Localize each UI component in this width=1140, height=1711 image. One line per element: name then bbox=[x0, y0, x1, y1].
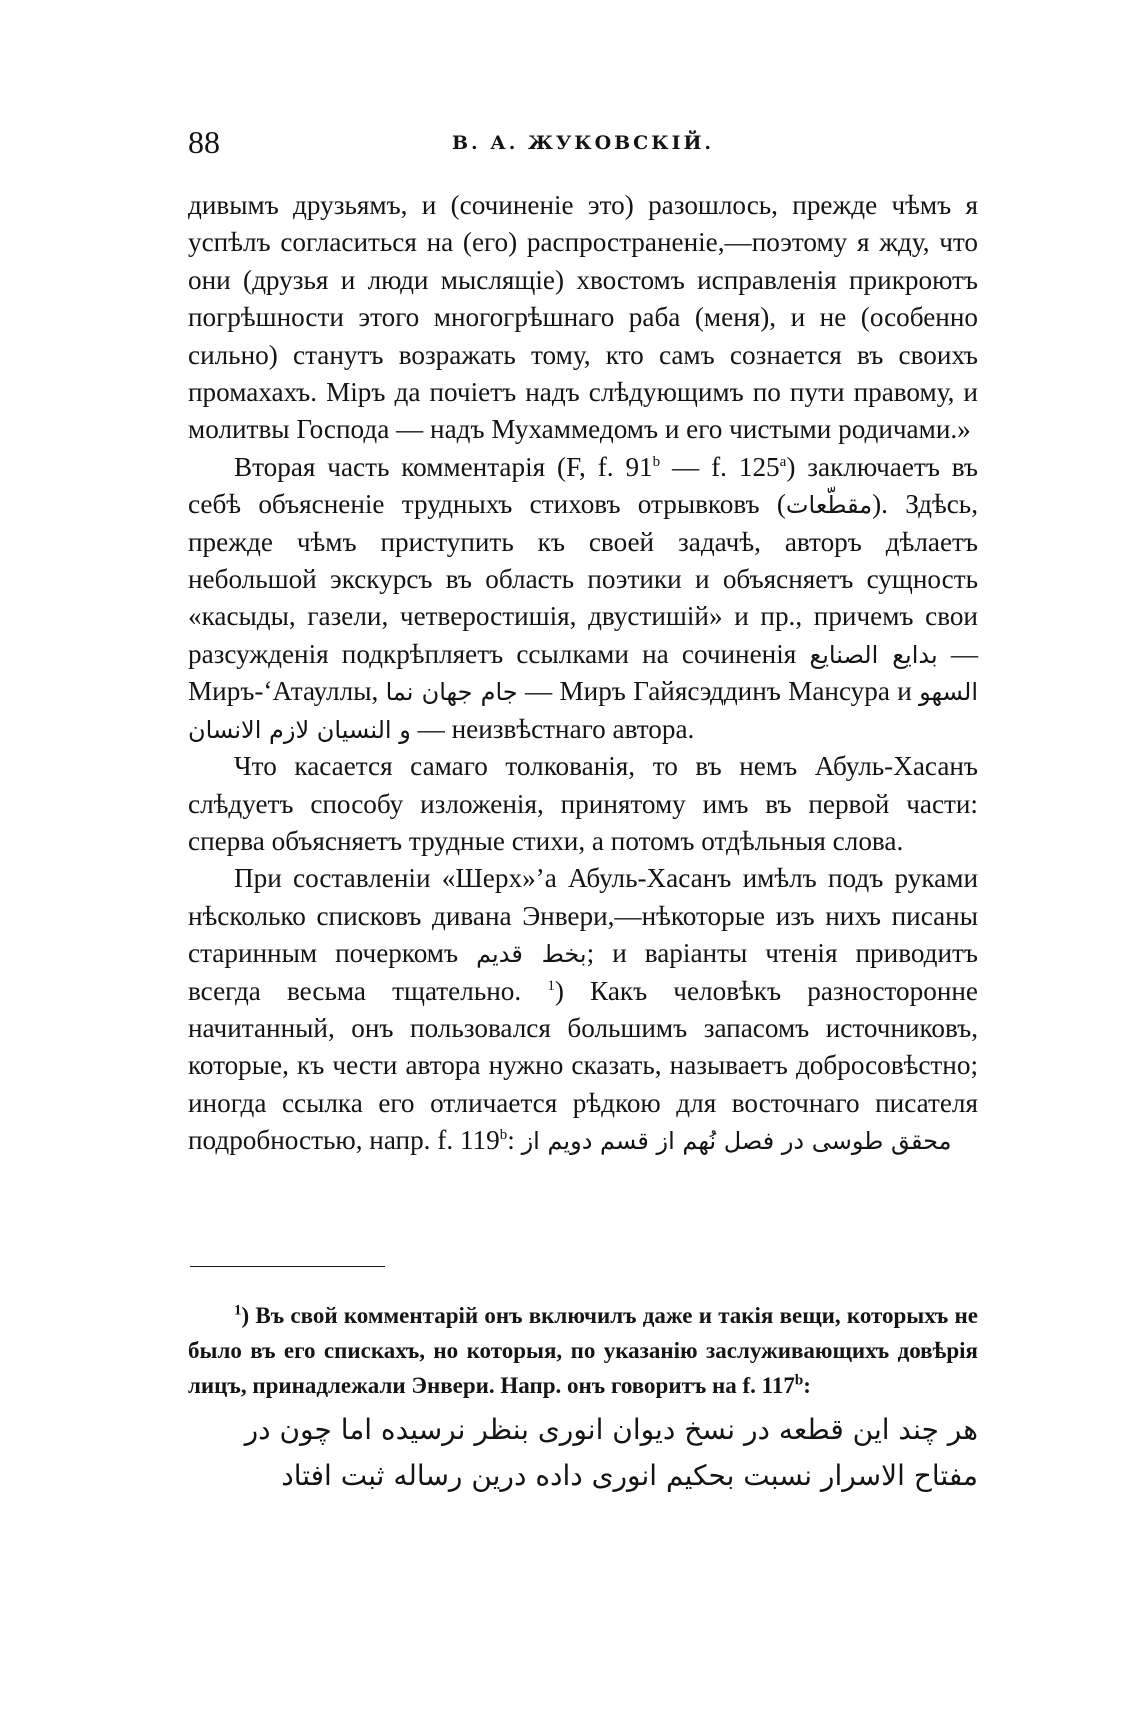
footnote-text bbox=[188, 1298, 978, 1403]
footnote-rule bbox=[190, 1266, 385, 1267]
arabic-term: بخط قديم bbox=[476, 940, 587, 969]
text-run: — Миръ Гайясэддинъ Мансура и bbox=[517, 676, 920, 707]
arabic-term: مقطّعات bbox=[785, 491, 873, 520]
paragraph-3: Что касается самаго толкованія, то въ немъ Абуль-Хасанъ слѣдуетъ способу изложенія, принятому имъ въ первой части: сперва объясняетъ трудные стихи, а потомъ отдѣльныя слова. bbox=[188, 751, 978, 856]
footnote-arabic-quote: هر چند اين قطعه در نسخ ديوان انورى بنظر نرسيده اما چون در مفتاح الاسرار نسبت بحكيم انورى داده درين رساله ثبت افتاد bbox=[244, 1413, 978, 1492]
folio-superscript: b bbox=[499, 1127, 508, 1144]
text-run: : bbox=[803, 1373, 811, 1398]
arabic-title: بدايع الصنايع bbox=[809, 640, 938, 669]
paragraph-2 bbox=[188, 449, 978, 748]
arabic-title: السهو و النسيان لازم الانسان bbox=[188, 678, 979, 744]
paragraph-4 bbox=[188, 860, 978, 1159]
folio-superscript: a bbox=[779, 453, 787, 470]
footnote-reference: 1 bbox=[547, 977, 555, 994]
running-title: В. А. ЖУКОВСКІЙ. bbox=[451, 132, 715, 154]
footnote-marker: 1 bbox=[234, 1302, 242, 1319]
text-run: — Миръ-‘Атауллы, bbox=[188, 638, 979, 707]
folio-superscript: b bbox=[794, 1372, 804, 1389]
text-run: : bbox=[507, 1125, 522, 1156]
text-run: Вторая часть комментарія (F, f. 91 bbox=[234, 451, 653, 482]
text-run: При составленіи «Шерх»’а Абуль-Хасанъ имѣлъ подъ руками нѣсколько списковъ дивана Энвери,—нѣкоторые изъ нихъ писаны старинным почеркомъ bbox=[188, 863, 978, 969]
paragraph-1: дивымъ друзьямъ, и (сочиненіе это) разошлось, прежде чѣмъ я успѣлъ согласиться на (его) распространеніе,—поэтому я жду, что они (друзья и люди мыслящіе) хвостомъ исправленія прикроютъ погрѣшности этого многогрѣшнаго раба (меня), и не (особенно сильно) станутъ возражать тому, кто самъ сознается въ своихъ промахахъ. Міръ да почіетъ надъ слѣдующимъ по пути правому, и молитвы Господа — надъ Мухаммедомъ и его чистыми родичами.» bbox=[188, 190, 978, 445]
footnote bbox=[188, 1298, 978, 1499]
text-run: ; и варіанты чтенія приводитъ всегда весьма тщательно. bbox=[188, 938, 978, 1006]
page-header bbox=[188, 120, 978, 160]
body-text bbox=[188, 187, 978, 1160]
text-run: ) заключаетъ въ себѣ объясненіе трудныхъ стиховъ отрывковъ ( bbox=[188, 451, 978, 520]
text-run: ) Въ свой комментарій онъ включилъ даже и такія вещи, которыхъ не было въ его спискахъ, но которыя, по указанію заслуживающихъ довѣрія лицъ, принадлежали Энвери. Напр. онъ говоритъ на f. 117 bbox=[188, 1303, 978, 1398]
folio-superscript: b bbox=[652, 453, 661, 470]
arabic-quote: محقق طوسی در فصل نُهم از قسم دويم از bbox=[521, 1127, 952, 1156]
text-run: — f. 125 bbox=[660, 451, 780, 482]
text-run: ). Здѣсь, прежде чѣмъ приступить къ своей задачѣ, авторъ дѣлаетъ небольшой экскурсъ въ область поэтики и объясняетъ сущность «касыды, газели, четверостишія, двустишій» и пр., причемъ свои разсужденія подкрѣпляетъ ссылками на сочиненія bbox=[188, 489, 979, 669]
text-run: ) Какъ человѣкъ разносторонне начитанный, онъ пользовался большимъ запасомъ источниковъ, которые, къ чести автора нужно сказать, называетъ добросовѣстно; иногда ссылка его отличается рѣдкою для восточнаго писателя подробностью, напр. f. 119 bbox=[188, 975, 978, 1156]
text-run: — неизвѣстнаго автора. bbox=[410, 713, 695, 744]
arabic-title: جام جهان نما bbox=[385, 678, 518, 707]
page-number: 88 bbox=[188, 124, 220, 160]
